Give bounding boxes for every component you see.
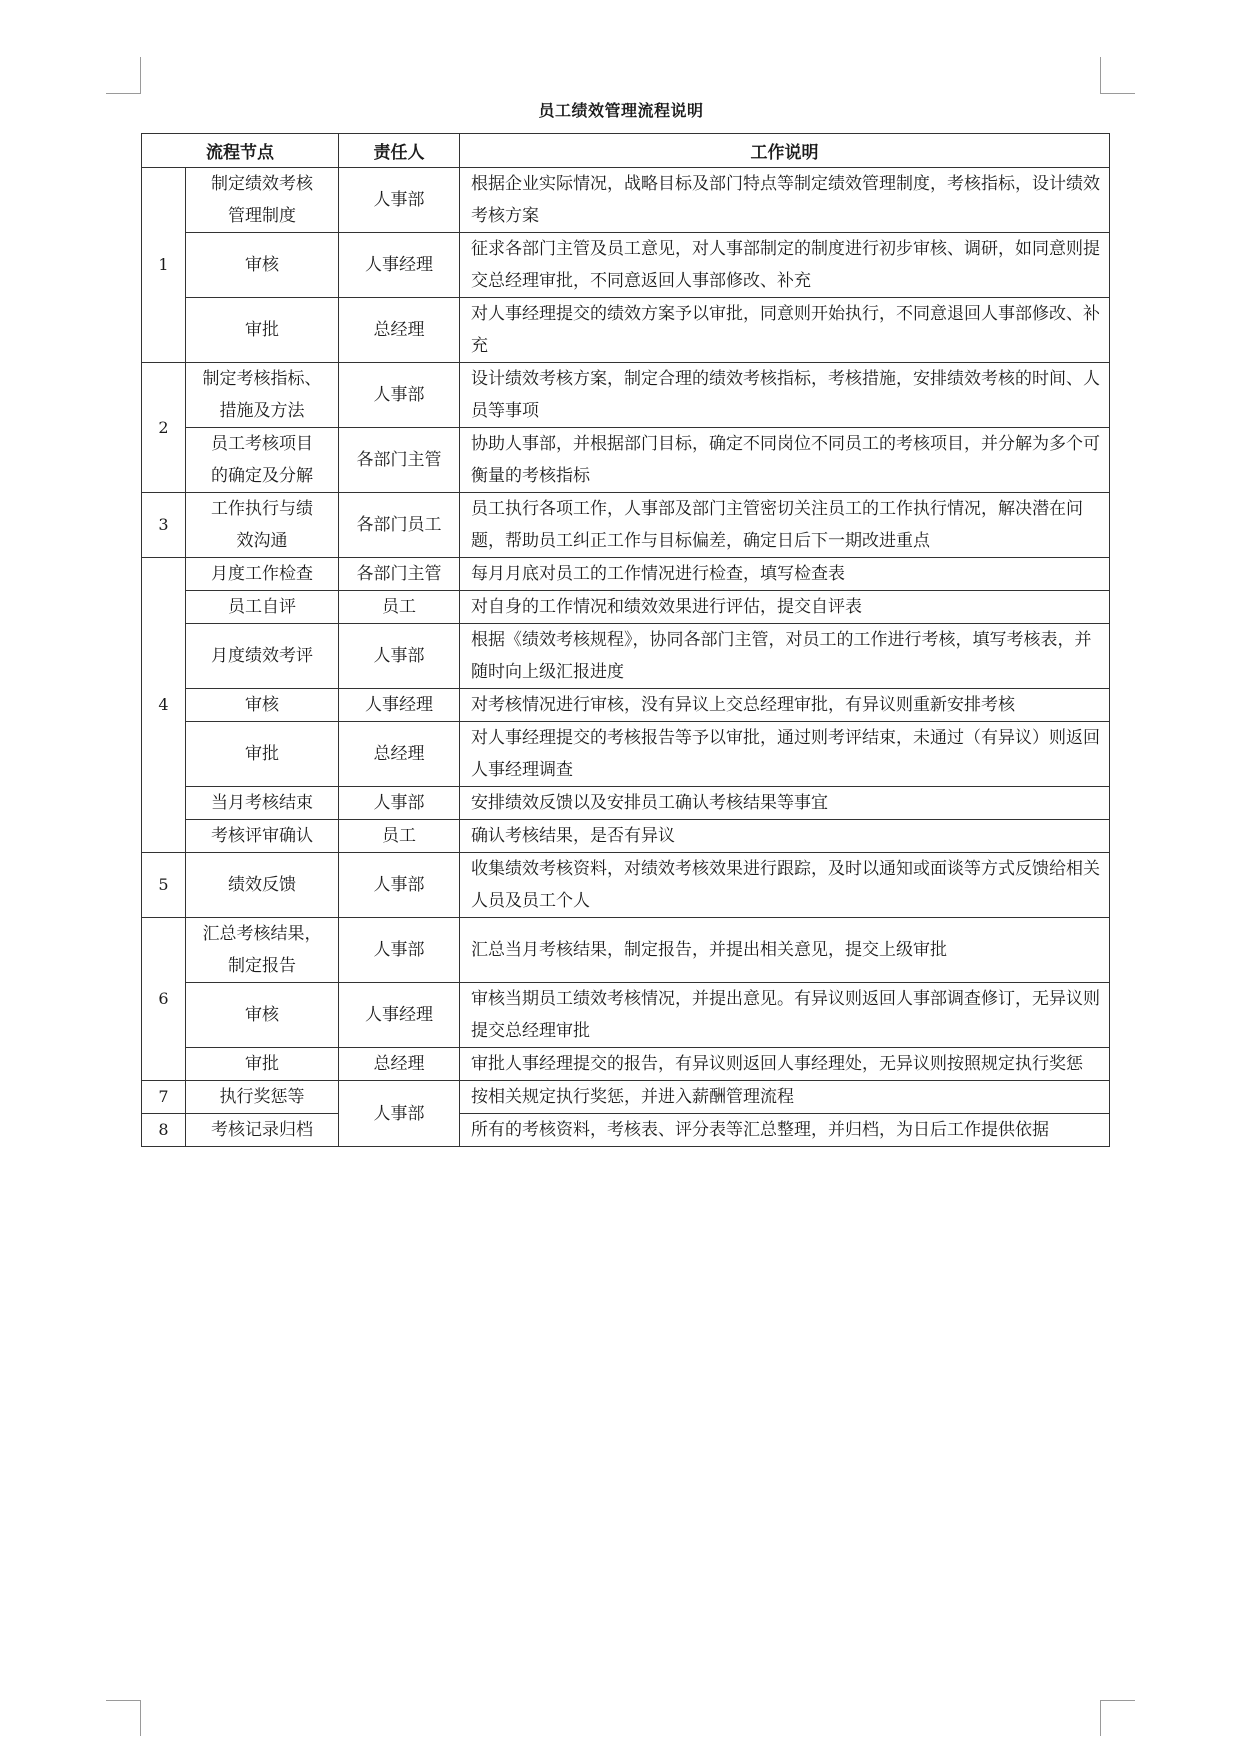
table-row bbox=[142, 1048, 1110, 1081]
node-line: 制定考核指标、 bbox=[202, 369, 322, 389]
document-title: 员工绩效管理流程说明 bbox=[538, 101, 704, 120]
responsible-party: 人事部 bbox=[339, 168, 460, 233]
work-description: 收集绩效考核资料，对绩效考核效果进行跟踪，及时以通知或面谈等方式反馈给相关人员及员工个人 bbox=[460, 853, 1110, 918]
process-node bbox=[186, 233, 339, 298]
table-row bbox=[142, 168, 1110, 233]
process-node bbox=[186, 168, 339, 233]
crop-mark-bottom-right-horizontal bbox=[1100, 1700, 1135, 1701]
work-description: 对人事经理提交的考核报告等予以审批，通过则考评结束，未通过（有异议）则返回人事经理调查 bbox=[460, 722, 1110, 787]
table-row bbox=[142, 983, 1110, 1048]
step-number: 7 bbox=[142, 1081, 186, 1114]
step-number: 8 bbox=[142, 1114, 186, 1147]
work-description: 对自身的工作情况和绩效效果进行评估，提交自评表 bbox=[460, 591, 1110, 624]
node-line: 考核记录归档 bbox=[211, 1120, 313, 1140]
table-row bbox=[142, 853, 1110, 918]
process-node bbox=[186, 918, 339, 983]
step-number: 5 bbox=[142, 853, 186, 918]
responsible-party: 各部门主管 bbox=[339, 428, 460, 493]
process-node bbox=[186, 1114, 339, 1147]
work-description: 审核当期员工绩效考核情况，并提出意见。有异议则返回人事部调查修订，无异议则提交总经理审批 bbox=[460, 983, 1110, 1048]
table-row bbox=[142, 298, 1110, 363]
responsible-party: 总经理 bbox=[339, 1048, 460, 1081]
work-description: 确认考核结果，是否有异议 bbox=[460, 820, 1110, 853]
process-node bbox=[186, 820, 339, 853]
process-node bbox=[186, 363, 339, 428]
node-line: 的确定及分解 bbox=[211, 466, 313, 486]
process-node bbox=[186, 624, 339, 689]
node-line: 考核评审确认 bbox=[211, 826, 313, 846]
crop-mark-top-right-vertical bbox=[1100, 57, 1101, 94]
crop-mark-top-right-horizontal bbox=[1100, 93, 1135, 94]
crop-mark-top-left-vertical bbox=[140, 57, 141, 94]
work-description: 所有的考核资料，考核表、评分表等汇总整理，并归档，为日后工作提供依据 bbox=[460, 1114, 1110, 1147]
node-line: 效沟通 bbox=[236, 531, 288, 551]
table-row bbox=[142, 1081, 1110, 1114]
node-line: 当月考核结束 bbox=[211, 793, 313, 813]
step-number: 2 bbox=[142, 363, 186, 493]
responsible-party: 人事部 bbox=[339, 363, 460, 428]
node-line: 工作执行与绩 bbox=[211, 499, 313, 519]
header-node: 流程节点 bbox=[142, 134, 339, 168]
node-line: 汇总考核结果， bbox=[202, 924, 322, 944]
work-description: 对人事经理提交的绩效方案予以审批，同意则开始执行，不同意退回人事部修改、补充 bbox=[460, 298, 1110, 363]
work-description: 对考核情况进行审核，没有异议上交总经理审批，有异议则重新安排考核 bbox=[460, 689, 1110, 722]
work-description: 员工执行各项工作，人事部及部门主管密切关注员工的工作执行情况，解决潜在问题，帮助员工纠正工作与目标偏差，确定日后下一期改进重点 bbox=[460, 493, 1110, 558]
responsible-party: 员工 bbox=[339, 820, 460, 853]
responsible-party: 人事部 bbox=[339, 624, 460, 689]
header-desc: 工作说明 bbox=[460, 134, 1110, 168]
header-owner: 责任人 bbox=[339, 134, 460, 168]
step-number: 3 bbox=[142, 493, 186, 558]
node-line: 审核 bbox=[245, 695, 279, 715]
node-line: 绩效反馈 bbox=[228, 875, 296, 895]
node-line: 月度工作检查 bbox=[211, 564, 313, 584]
node-line: 月度绩效考评 bbox=[211, 646, 313, 666]
process-node bbox=[186, 722, 339, 787]
table-row bbox=[142, 820, 1110, 853]
process-node bbox=[186, 591, 339, 624]
work-description: 设计绩效考核方案，制定合理的绩效考核指标，考核措施，安排绩效考核的时间、人员等事项 bbox=[460, 363, 1110, 428]
responsible-party: 人事部 bbox=[339, 1081, 460, 1147]
process-node bbox=[186, 689, 339, 722]
responsible-party: 员工 bbox=[339, 591, 460, 624]
node-line: 审核 bbox=[245, 1005, 279, 1025]
work-description: 协助人事部，并根据部门目标，确定不同岗位不同员工的考核项目，并分解为多个可衡量的考核指标 bbox=[460, 428, 1110, 493]
crop-mark-bottom-left-vertical bbox=[140, 1700, 141, 1736]
node-line: 措施及方法 bbox=[219, 401, 305, 421]
node-line: 审批 bbox=[245, 744, 279, 764]
node-line: 制定报告 bbox=[228, 956, 296, 976]
responsible-party: 人事部 bbox=[339, 787, 460, 820]
step-number: 1 bbox=[142, 168, 186, 363]
process-node bbox=[186, 1048, 339, 1081]
table-row bbox=[142, 722, 1110, 787]
step-number: 6 bbox=[142, 918, 186, 1081]
work-description: 征求各部门主管及员工意见，对人事部制定的制度进行初步审核、调研，如同意则提交总经理审批，不同意返回人事部修改、补充 bbox=[460, 233, 1110, 298]
work-description: 审批人事经理提交的报告，有异议则返回人事经理处，无异议则按照规定执行奖惩 bbox=[460, 1048, 1110, 1081]
node-line: 员工考核项目 bbox=[211, 434, 313, 454]
node-line: 审核 bbox=[245, 255, 279, 275]
node-line: 执行奖惩等 bbox=[219, 1087, 305, 1107]
node-line: 制定绩效考核 bbox=[211, 174, 313, 194]
crop-mark-top-left-horizontal bbox=[106, 93, 141, 94]
process-node bbox=[186, 493, 339, 558]
responsible-party: 人事部 bbox=[339, 853, 460, 918]
process-node bbox=[186, 1081, 339, 1114]
responsible-party: 各部门主管 bbox=[339, 558, 460, 591]
table-row bbox=[142, 1114, 1110, 1147]
table-row bbox=[142, 689, 1110, 722]
table-row bbox=[142, 233, 1110, 298]
responsible-party: 总经理 bbox=[339, 298, 460, 363]
process-table bbox=[141, 133, 1110, 1147]
process-node bbox=[186, 428, 339, 493]
table-header-row bbox=[142, 134, 1110, 168]
step-number: 4 bbox=[142, 558, 186, 853]
work-description: 安排绩效反馈以及安排员工确认考核结果等事宜 bbox=[460, 787, 1110, 820]
process-node bbox=[186, 558, 339, 591]
table-row bbox=[142, 428, 1110, 493]
work-description: 汇总当月考核结果，制定报告，并提出相关意见，提交上级审批 bbox=[460, 918, 1110, 983]
node-line: 员工自评 bbox=[228, 597, 296, 617]
work-description: 每月月底对员工的工作情况进行检查，填写检查表 bbox=[460, 558, 1110, 591]
table-row bbox=[142, 493, 1110, 558]
work-description: 按相关规定执行奖惩，并进入薪酬管理流程 bbox=[460, 1081, 1110, 1114]
process-node bbox=[186, 983, 339, 1048]
table-row bbox=[142, 558, 1110, 591]
table-row bbox=[142, 624, 1110, 689]
process-node bbox=[186, 787, 339, 820]
node-line: 审批 bbox=[245, 1054, 279, 1074]
crop-mark-bottom-left-horizontal bbox=[106, 1700, 141, 1701]
work-description: 根据企业实际情况，战略目标及部门特点等制定绩效管理制度，考核指标，设计绩效考核方案 bbox=[460, 168, 1110, 233]
work-description: 根据《绩效考核规程》，协同各部门主管，对员工的工作进行考核，填写考核表，并随时向上级汇报进度 bbox=[460, 624, 1110, 689]
responsible-party: 人事经理 bbox=[339, 689, 460, 722]
process-node bbox=[186, 298, 339, 363]
responsible-party: 人事经理 bbox=[339, 983, 460, 1048]
responsible-party: 人事部 bbox=[339, 918, 460, 983]
responsible-party: 人事经理 bbox=[339, 233, 460, 298]
crop-mark-bottom-right-vertical bbox=[1100, 1700, 1101, 1736]
node-line: 审批 bbox=[245, 320, 279, 340]
table-row bbox=[142, 591, 1110, 624]
process-node bbox=[186, 853, 339, 918]
responsible-party: 各部门员工 bbox=[339, 493, 460, 558]
responsible-party: 总经理 bbox=[339, 722, 460, 787]
table-row bbox=[142, 363, 1110, 428]
table-row bbox=[142, 918, 1110, 983]
table-row bbox=[142, 787, 1110, 820]
node-line: 管理制度 bbox=[228, 206, 296, 226]
